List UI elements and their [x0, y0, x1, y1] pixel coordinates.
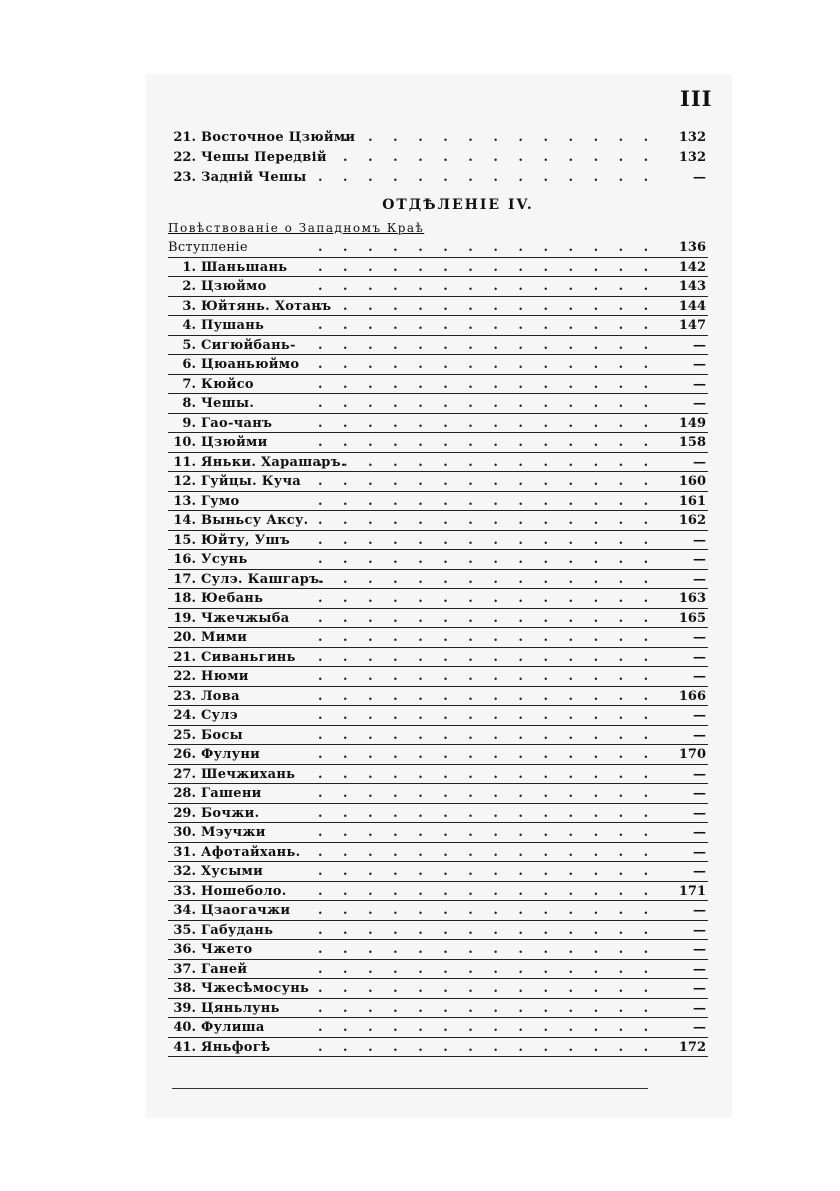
entry-number: 40. — [173, 1020, 196, 1035]
dot-leader — [318, 687, 658, 706]
toc-row[interactable] — [168, 843, 708, 863]
toc-row[interactable] — [168, 901, 708, 921]
dot-leader — [318, 550, 658, 569]
entry-title: Яньки. Харашаръ. — [201, 454, 346, 470]
entry-number: 4. — [182, 318, 196, 333]
entry-number: 37. — [173, 961, 196, 977]
entry-number: 34. — [173, 903, 196, 918]
entry-page: — — [693, 903, 706, 918]
entry-title: Цюаньюймо — [201, 357, 300, 372]
entry-page: — — [693, 337, 706, 353]
dot-leader — [318, 238, 658, 257]
entry-number: 20. — [173, 630, 196, 645]
entry-title: Задній Чешы — [201, 170, 307, 185]
entry-page: 163 — [678, 591, 706, 606]
toc-row[interactable] — [168, 784, 708, 804]
entry-page: 132 — [678, 150, 706, 165]
toc-row[interactable] — [168, 570, 708, 590]
dot-leader — [318, 394, 658, 413]
dot-leader — [318, 765, 658, 784]
toc-row[interactable] — [168, 168, 708, 188]
table-of-contents — [168, 128, 708, 1057]
dot-leader — [318, 472, 658, 491]
entry-number: 2. — [182, 279, 196, 294]
dot-leader — [318, 589, 658, 608]
entry-page: 165 — [678, 610, 706, 626]
intro-page: 136 — [678, 240, 706, 255]
entry-title: Шечжихань — [201, 766, 296, 782]
toc-row[interactable] — [168, 726, 708, 746]
dot-leader — [318, 960, 658, 979]
entry-page: 162 — [678, 513, 706, 528]
entry-page: 158 — [678, 435, 706, 450]
entry-number: 23. — [173, 688, 196, 704]
entry-number: 6. — [182, 357, 196, 372]
entry-page: 142 — [678, 259, 706, 275]
entry-number: 8. — [182, 396, 196, 411]
toc-row[interactable] — [168, 648, 708, 668]
section-subheading: Повѣствованіе о Западномъ Краѣ — [168, 221, 425, 235]
intro-row[interactable] — [168, 238, 708, 258]
entry-title: Афотайхань. — [201, 844, 301, 860]
dot-leader — [318, 570, 658, 589]
toc-row[interactable] — [168, 882, 708, 902]
entry-page: — — [693, 532, 706, 548]
dot-leader — [318, 706, 658, 725]
entry-number: 26. — [173, 747, 196, 762]
entry-page: — — [693, 357, 706, 372]
dot-leader — [318, 168, 658, 187]
toc-row[interactable] — [168, 433, 708, 453]
dot-leader — [318, 355, 658, 374]
toc-row[interactable] — [168, 921, 708, 941]
dot-leader — [318, 531, 658, 550]
toc-row[interactable] — [168, 765, 708, 785]
entry-title: Босы — [201, 727, 243, 743]
entry-title: Мими — [201, 630, 248, 645]
entry-number: 22. — [173, 150, 196, 165]
entry-page: — — [693, 630, 706, 645]
entry-page: — — [693, 766, 706, 782]
entry-title: Сигюйбань- — [201, 337, 296, 353]
toc-row[interactable] — [168, 687, 708, 707]
entry-number: 10. — [173, 435, 196, 450]
dot-leader — [318, 726, 658, 745]
dot-leader — [318, 1038, 658, 1057]
toc-row[interactable] — [168, 745, 708, 765]
entry-title: Фулиша — [201, 1020, 265, 1035]
entry-page: 170 — [678, 747, 706, 762]
toc-row[interactable] — [168, 960, 708, 980]
entry-number: 30. — [173, 825, 196, 840]
entry-page: 143 — [678, 279, 706, 294]
entry-title: Сулэ. Кашгаръ. — [201, 571, 325, 587]
toc-row[interactable] — [168, 375, 708, 395]
entry-page: 147 — [678, 318, 706, 333]
toc-row[interactable] — [168, 706, 708, 726]
toc-row[interactable] — [168, 609, 708, 629]
dot-leader — [318, 921, 658, 940]
entry-page: — — [693, 942, 706, 957]
section-heading: ОТДѢЛЕНІЕ IV. — [382, 197, 534, 213]
toc-row[interactable] — [168, 336, 708, 356]
entry-title: Гао-чанъ — [201, 415, 273, 431]
entry-title: Лова — [201, 688, 240, 704]
toc-row[interactable] — [168, 1038, 708, 1058]
dot-leader — [318, 433, 658, 452]
entry-title: Шаньшань — [201, 259, 288, 275]
entry-title: Чжето — [201, 942, 253, 957]
toc-row[interactable] — [168, 940, 708, 960]
entry-title: Ганей — [201, 961, 248, 977]
entry-page: — — [693, 552, 706, 567]
entry-number: 3. — [182, 298, 196, 314]
entry-number: 39. — [173, 1000, 196, 1016]
entry-number: 14. — [173, 513, 196, 528]
dot-leader — [318, 999, 658, 1018]
toc-row[interactable] — [168, 531, 708, 551]
entry-title: Юебань — [201, 591, 264, 606]
entry-number: 24. — [173, 708, 196, 723]
entry-number: 7. — [182, 376, 196, 392]
entry-number: 35. — [173, 922, 196, 938]
entry-title: Яньфогѣ — [201, 1039, 271, 1055]
section-entry-list — [168, 258, 708, 1058]
toc-row[interactable] — [168, 258, 708, 278]
entry-title: Чешы Передвій — [201, 150, 327, 165]
dot-leader — [318, 843, 658, 862]
toc-row[interactable] — [168, 511, 708, 531]
toc-row[interactable] — [168, 297, 708, 317]
toc-row[interactable] — [168, 667, 708, 687]
entry-page: 144 — [678, 298, 706, 314]
dot-leader — [318, 628, 658, 647]
dot-leader — [318, 940, 658, 959]
entry-number: 13. — [173, 493, 196, 509]
entry-number: 1. — [182, 259, 196, 275]
entry-number: 18. — [173, 591, 196, 606]
dot-leader — [318, 336, 658, 355]
part-iii-tail-list — [168, 128, 708, 188]
entry-title: Цзюйми — [201, 435, 268, 450]
entry-page: 171 — [678, 883, 706, 899]
dot-leader — [318, 745, 658, 764]
toc-row[interactable] — [168, 472, 708, 492]
dot-leader — [318, 882, 658, 901]
dot-leader — [318, 784, 658, 803]
entry-title: Гашени — [201, 786, 262, 801]
entry-title: Кюйсо — [201, 376, 254, 392]
entry-page: — — [693, 961, 706, 977]
entry-page: 172 — [678, 1039, 706, 1055]
toc-row[interactable] — [168, 148, 708, 168]
entry-title: Гумо — [201, 493, 240, 509]
entry-page: 166 — [678, 688, 706, 704]
dot-leader — [318, 511, 658, 530]
entry-page: 132 — [678, 130, 706, 145]
entry-page: — — [693, 649, 706, 665]
dot-leader — [318, 667, 658, 686]
entry-page: — — [693, 786, 706, 801]
entry-title: Бочжи. — [201, 805, 260, 821]
toc-row[interactable] — [168, 823, 708, 843]
entry-page: — — [693, 864, 706, 879]
entry-title: Цяньлунь — [201, 1000, 280, 1016]
entry-title: Хусыми — [201, 864, 264, 879]
intro-title: Вступленіе — [168, 240, 248, 255]
dot-leader — [318, 414, 658, 433]
toc-row[interactable] — [168, 277, 708, 297]
entry-title: Чжесѣмосунь — [201, 981, 310, 996]
entry-number: 22. — [173, 669, 196, 684]
entry-number: 23. — [173, 170, 196, 185]
toc-row[interactable] — [168, 128, 708, 148]
dot-leader — [318, 823, 658, 842]
toc-row[interactable] — [168, 394, 708, 414]
entry-number: 36. — [173, 942, 196, 957]
dot-leader — [318, 375, 658, 394]
entry-page: — — [693, 825, 706, 840]
dot-leader — [318, 648, 658, 667]
dot-leader — [318, 804, 658, 823]
entry-number: 32. — [173, 864, 196, 879]
entry-page: 149 — [678, 415, 706, 431]
entry-title: Фулуни — [201, 747, 261, 762]
entry-title: Чжечжыба — [201, 610, 290, 626]
entry-title: Гуйцы. Куча — [201, 474, 302, 489]
entry-page: — — [693, 727, 706, 743]
toc-row[interactable] — [168, 862, 708, 882]
entry-title: Восточное Цзюйми — [201, 130, 356, 145]
entry-title: Цзаогачжи — [201, 903, 291, 918]
dot-leader — [318, 316, 658, 335]
dot-leader — [318, 492, 658, 511]
entry-page: — — [693, 669, 706, 684]
entry-title: Ношеболо. — [201, 883, 287, 899]
dot-leader — [318, 1018, 658, 1037]
entry-number: 9. — [182, 415, 196, 431]
entry-title: Пушань — [201, 318, 265, 333]
entry-number: 15. — [173, 532, 196, 548]
entry-page: — — [693, 376, 706, 392]
entry-number: 28. — [173, 786, 196, 801]
entry-number: 12. — [173, 474, 196, 489]
entry-page: — — [693, 922, 706, 938]
entry-title: Чешы. — [201, 396, 255, 411]
entry-title: Юйтянь. Хотанъ — [201, 298, 332, 314]
entry-page: — — [693, 571, 706, 587]
dot-leader — [318, 979, 658, 998]
entry-number: 29. — [173, 805, 196, 821]
dot-leader — [318, 277, 658, 296]
entry-title: Сиваньгинь — [201, 649, 296, 665]
toc-row[interactable] — [168, 316, 708, 336]
entry-title: Усунь — [201, 552, 248, 567]
footer-rule — [172, 1088, 648, 1089]
entry-page: 161 — [678, 493, 706, 509]
entry-page: — — [693, 708, 706, 723]
entry-page: 160 — [678, 474, 706, 489]
toc-row[interactable] — [168, 453, 708, 473]
entry-title: Цзюймо — [201, 279, 267, 294]
entry-number: 16. — [173, 552, 196, 567]
entry-number: 41. — [173, 1039, 196, 1055]
toc-row[interactable] — [168, 589, 708, 609]
entry-number: 21. — [173, 130, 196, 145]
entry-number: 5. — [182, 337, 196, 353]
entry-title: Выньсу Аксу. — [201, 513, 309, 528]
entry-page: — — [693, 1000, 706, 1016]
dot-leader — [318, 258, 658, 277]
entry-number: 19. — [173, 610, 196, 626]
entry-page: — — [693, 981, 706, 996]
entry-page: — — [693, 396, 706, 411]
page-number: III — [680, 86, 713, 111]
entry-page: — — [693, 1020, 706, 1035]
dot-leader — [318, 128, 658, 147]
entry-number: 21. — [173, 649, 196, 665]
entry-title: Габудань — [201, 922, 274, 938]
entry-page: — — [693, 844, 706, 860]
toc-row[interactable] — [168, 999, 708, 1019]
entry-title: Мэучжи — [201, 825, 266, 840]
entry-title: Сулэ — [201, 708, 238, 723]
entry-page: — — [693, 170, 706, 185]
toc-row[interactable] — [168, 1018, 708, 1038]
entry-page: — — [693, 805, 706, 821]
toc-row[interactable] — [168, 414, 708, 434]
toc-row[interactable] — [168, 492, 708, 512]
entry-number: 11. — [173, 454, 196, 470]
entry-number: 27. — [173, 766, 196, 782]
dot-leader — [318, 901, 658, 920]
entry-number: 31. — [173, 844, 196, 860]
entry-number: 38. — [173, 981, 196, 996]
entry-number: 33. — [173, 883, 196, 899]
toc-row[interactable] — [168, 804, 708, 824]
entry-number: 25. — [173, 727, 196, 743]
toc-row[interactable] — [168, 355, 708, 375]
dot-leader — [318, 297, 658, 316]
entry-number: 17. — [173, 571, 196, 587]
dot-leader — [318, 862, 658, 881]
dot-leader — [318, 453, 658, 472]
dot-leader — [318, 148, 658, 167]
entry-title: Нюми — [201, 669, 249, 684]
toc-row[interactable] — [168, 979, 708, 999]
toc-row[interactable] — [168, 628, 708, 648]
entry-page: — — [693, 454, 706, 470]
toc-row[interactable] — [168, 550, 708, 570]
entry-title: Юйту, Ушъ — [201, 532, 290, 548]
dot-leader — [318, 609, 658, 628]
